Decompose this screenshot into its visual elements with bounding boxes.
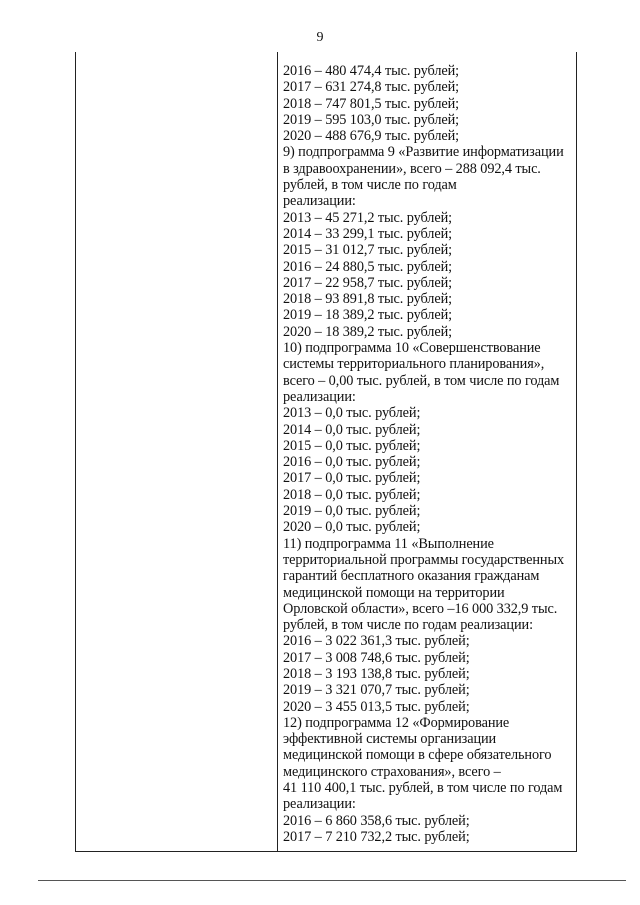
page-number: 9 <box>316 30 324 45</box>
text-line: реализации: <box>283 193 356 210</box>
text-line: 2013 – 0,0 тыс. рублей; <box>283 405 421 422</box>
footer-divider <box>38 880 626 881</box>
text-line: 2017 – 22 958,7 тыс. рублей; <box>283 274 452 291</box>
text-line: гарантий бесплатного оказания гражданам <box>283 568 540 585</box>
text-line: 2016 – 0,0 тыс. рублей; <box>283 454 421 471</box>
text-line: 2018 – 93 891,8 тыс. рублей; <box>283 291 452 308</box>
text-line: 2013 – 45 271,2 тыс. рублей; <box>283 209 452 226</box>
text-line: 41 110 400,1 тыс. рублей, в том числе по годам <box>283 780 563 797</box>
text-line: 11) подпрограмма 11 «Выполнение <box>283 535 494 552</box>
text-line: территориальной программы государственных <box>283 551 565 568</box>
text-line: всего – 0,00 тыс. рублей, в том числе по годам <box>283 372 560 389</box>
text-line: 2016 – 6 860 358,6 тыс. рублей; <box>283 812 470 829</box>
text-line: 2016 – 3 022 361,3 тыс. рублей; <box>283 633 470 650</box>
text-line: рублей, в том числе по годам <box>283 177 457 194</box>
text-line: 2020 – 0,0 тыс. рублей; <box>283 519 421 536</box>
text-line: реализации: <box>283 388 356 405</box>
table-right-cell <box>278 52 576 851</box>
text-line: 2018 – 0,0 тыс. рублей; <box>283 486 421 503</box>
funding-table <box>75 52 577 852</box>
text-line: 2020 – 18 389,2 тыс. рублей; <box>283 323 452 340</box>
text-line: 2014 – 33 299,1 тыс. рублей; <box>283 225 452 242</box>
text-line: 10) подпрограмма 10 «Совершенствование <box>283 340 541 357</box>
text-line: Орловской области», всего –16 000 332,9 тыс. <box>283 600 558 617</box>
text-line: 2019 – 595 103,0 тыс. рублей; <box>283 111 460 128</box>
text-line: 2015 – 0,0 тыс. рублей; <box>283 437 421 454</box>
text-line: 2019 – 3 321 070,7 тыс. рублей; <box>283 682 470 699</box>
text-line: 2017 – 7 210 732,2 тыс. рублей; <box>283 828 470 845</box>
text-line: 2014 – 0,0 тыс. рублей; <box>283 421 421 438</box>
text-line: 2020 – 3 455 013,5 тыс. рублей; <box>283 698 470 715</box>
text-line: 2020 – 488 676,9 тыс. рублей; <box>283 128 460 145</box>
text-line: 2019 – 0,0 тыс. рублей; <box>283 503 421 520</box>
table-left-cell <box>76 52 278 851</box>
text-line: 2015 – 31 012,7 тыс. рублей; <box>283 242 452 259</box>
text-line: рублей, в том числе по годам реализации: <box>283 617 533 634</box>
text-line: 2019 – 18 389,2 тыс. рублей; <box>283 307 452 324</box>
text-line: 2017 – 0,0 тыс. рублей; <box>283 470 421 487</box>
text-line: 2016 – 480 474,4 тыс. рублей; <box>283 63 460 79</box>
text-line: 9) подпрограмма 9 «Развитие информатизации <box>283 144 564 161</box>
text-line: 2018 – 3 193 138,8 тыс. рублей; <box>283 665 470 682</box>
text-line: медицинского страхования», всего – <box>283 763 501 780</box>
text-line: эффективной системы организации <box>283 731 497 748</box>
text-line: медицинской помощи на территории <box>283 584 505 601</box>
text-line: 2017 – 631 274,8 тыс. рублей; <box>283 79 460 96</box>
text-line: 12) подпрограмма 12 «Формирование <box>283 714 510 731</box>
text-line: 2018 – 747 801,5 тыс. рублей; <box>283 95 460 112</box>
text-line: системы территориального планирования», <box>283 356 545 373</box>
text-line: в здравоохранении», всего – 288 092,4 тыс. <box>283 160 541 177</box>
text-line: медицинской помощи в сфере обязательного <box>283 747 552 764</box>
text-line: 2016 – 24 880,5 тыс. рублей; <box>283 258 452 275</box>
text-line: реализации: <box>283 796 356 813</box>
text-line: 2017 – 3 008 748,6 тыс. рублей; <box>283 649 470 666</box>
